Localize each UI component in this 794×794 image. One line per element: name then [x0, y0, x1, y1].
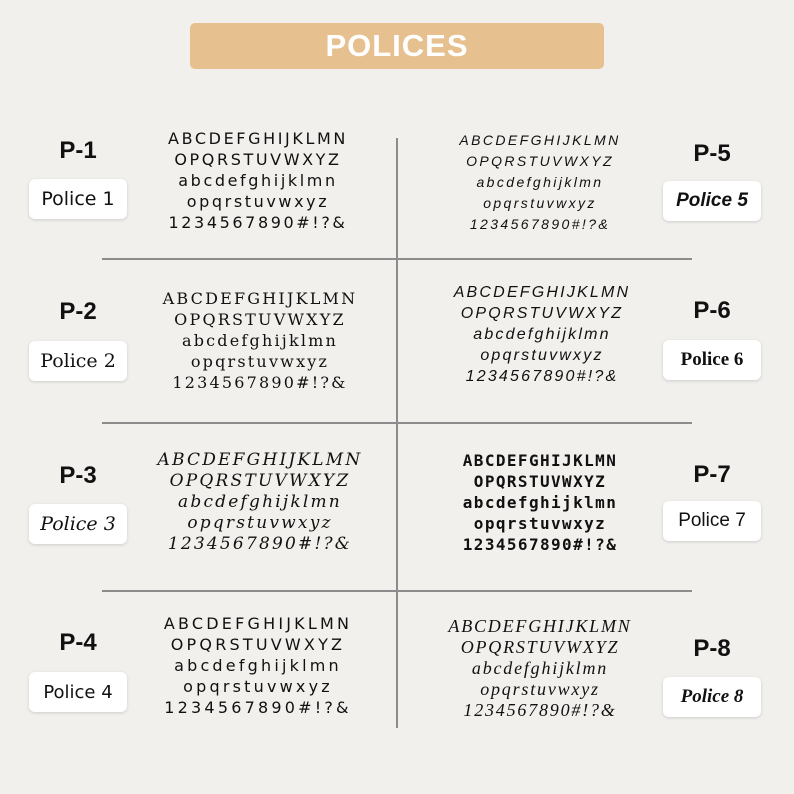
- sample-digits: 1234567890#!?&: [465, 368, 619, 385]
- sample-lowercase-2: opqrstuvwxyz: [473, 514, 607, 533]
- sample-uppercase-1: ABCDEFGHIJKLMN: [453, 284, 631, 301]
- font-name-label: Police 8: [680, 686, 744, 707]
- font-name-badge-p4[interactable]: [29, 672, 127, 712]
- sample-lowercase-2: opqrstuvwxyz: [480, 347, 604, 364]
- sample-uppercase-1: ABCDEFGHIJKLMN: [462, 451, 618, 470]
- sample-lowercase-2: opqrstuvwxyz: [483, 195, 597, 211]
- font-code-p4: P-4: [59, 629, 97, 656]
- sample-lowercase-1: abcdefghijklmn: [178, 492, 342, 512]
- vertical-divider: [396, 138, 398, 728]
- sample-uppercase-2: OPQRSTUVWXYZ: [473, 472, 607, 491]
- font-sample-p1: [128, 128, 388, 233]
- horizontal-divider: [102, 590, 692, 592]
- title-banner: [190, 23, 604, 69]
- sample-uppercase-2: OPQRSTUVWXYZ: [460, 637, 620, 657]
- font-sample-p6: [412, 282, 672, 387]
- font-code-p6: P-6: [693, 297, 731, 324]
- sample-lowercase-1: abcdefghijklmn: [178, 171, 338, 190]
- font-sample-p2: [130, 288, 390, 393]
- sample-lowercase-1: abcdefghijklmn: [471, 658, 609, 678]
- sample-uppercase-2: OPQRSTUVWXYZ: [460, 305, 624, 322]
- horizontal-divider: [102, 258, 692, 260]
- font-name-badge-p5[interactable]: [663, 181, 761, 221]
- font-name-badge-p1[interactable]: [29, 179, 127, 219]
- sample-uppercase-2: OPQRSTUVWXYZ: [169, 471, 351, 491]
- sample-uppercase-2: OPQRSTUVWXYZ: [174, 150, 342, 169]
- sample-digits: 1234567890#!?&: [172, 373, 348, 392]
- sample-uppercase-2: OPQRSTUVWXYZ: [170, 635, 346, 654]
- font-sample-p4: [128, 613, 388, 718]
- font-name-badge-p2[interactable]: [29, 341, 127, 381]
- sample-lowercase-2: opqrstuvwxyz: [187, 513, 333, 533]
- sample-lowercase-2: opqrstuvwxyz: [480, 679, 600, 699]
- sample-lowercase-1: abcdefghijklmn: [462, 493, 618, 512]
- sample-lowercase-2: opqrstuvwxyz: [186, 192, 330, 211]
- sample-uppercase-2: OPQRSTUVWXYZ: [466, 153, 614, 169]
- page-title: POLICES: [325, 28, 469, 63]
- sample-lowercase-2: opqrstuvwxyz: [190, 352, 330, 371]
- font-name-badge-p3[interactable]: [29, 504, 127, 544]
- sample-lowercase-1: abcdefghijklmn: [174, 656, 342, 675]
- font-name-label: Police 3: [40, 513, 116, 535]
- sample-digits: 1234567890#!?&: [168, 213, 348, 232]
- font-sample-p5: [410, 130, 670, 235]
- font-sample-p3: [130, 450, 390, 555]
- sample-lowercase-2: opqrstuvwxyz: [183, 677, 333, 696]
- font-name-label: Police 4: [43, 681, 113, 703]
- font-code-p8: P-8: [693, 635, 731, 662]
- sample-digits: 1234567890#!?&: [164, 698, 352, 717]
- sample-lowercase-1: abcdefghijklmn: [473, 326, 611, 343]
- font-sample-p8: [410, 616, 670, 721]
- font-code-p3: P-3: [59, 462, 97, 489]
- font-name-badge-p6[interactable]: [663, 340, 761, 380]
- font-code-p5: P-5: [693, 140, 731, 167]
- font-name-badge-p7[interactable]: [663, 501, 761, 541]
- sample-uppercase-1: ABCDEFGHIJKLMN: [162, 289, 358, 308]
- sample-uppercase-1: ABCDEFGHIJKLMN: [168, 129, 348, 148]
- font-sample-p7: [410, 450, 670, 555]
- font-name-label: Police 5: [676, 190, 748, 211]
- sample-digits: 1234567890#!?&: [167, 534, 353, 554]
- sample-uppercase-1: ABCDEFGHIJKLMN: [157, 450, 363, 470]
- font-name-label: Police 1: [41, 188, 115, 210]
- font-code-p1: P-1: [59, 137, 97, 164]
- sample-digits: 1234567890#!?&: [463, 700, 617, 720]
- sample-uppercase-1: ABCDEFGHIJKLMN: [459, 132, 621, 148]
- sample-uppercase-1: ABCDEFGHIJKLMN: [448, 616, 632, 636]
- font-code-p7: P-7: [693, 461, 731, 488]
- sample-uppercase-2: OPQRSTUVWXYZ: [174, 310, 346, 329]
- sample-lowercase-1: abcdefghijklmn: [181, 331, 339, 350]
- sample-uppercase-1: ABCDEFGHIJKLMN: [163, 614, 353, 633]
- sample-digits: 1234567890#!?&: [462, 535, 618, 554]
- font-name-label: Police 6: [680, 349, 744, 370]
- font-name-badge-p8[interactable]: [663, 677, 761, 717]
- horizontal-divider: [102, 422, 692, 424]
- font-name-label: Police 7: [678, 510, 746, 531]
- font-code-p2: P-2: [59, 298, 97, 325]
- font-name-label: Police 2: [40, 350, 116, 372]
- sample-lowercase-1: abcdefghijklmn: [476, 174, 604, 190]
- sample-digits: 1234567890#!?&: [469, 216, 611, 232]
